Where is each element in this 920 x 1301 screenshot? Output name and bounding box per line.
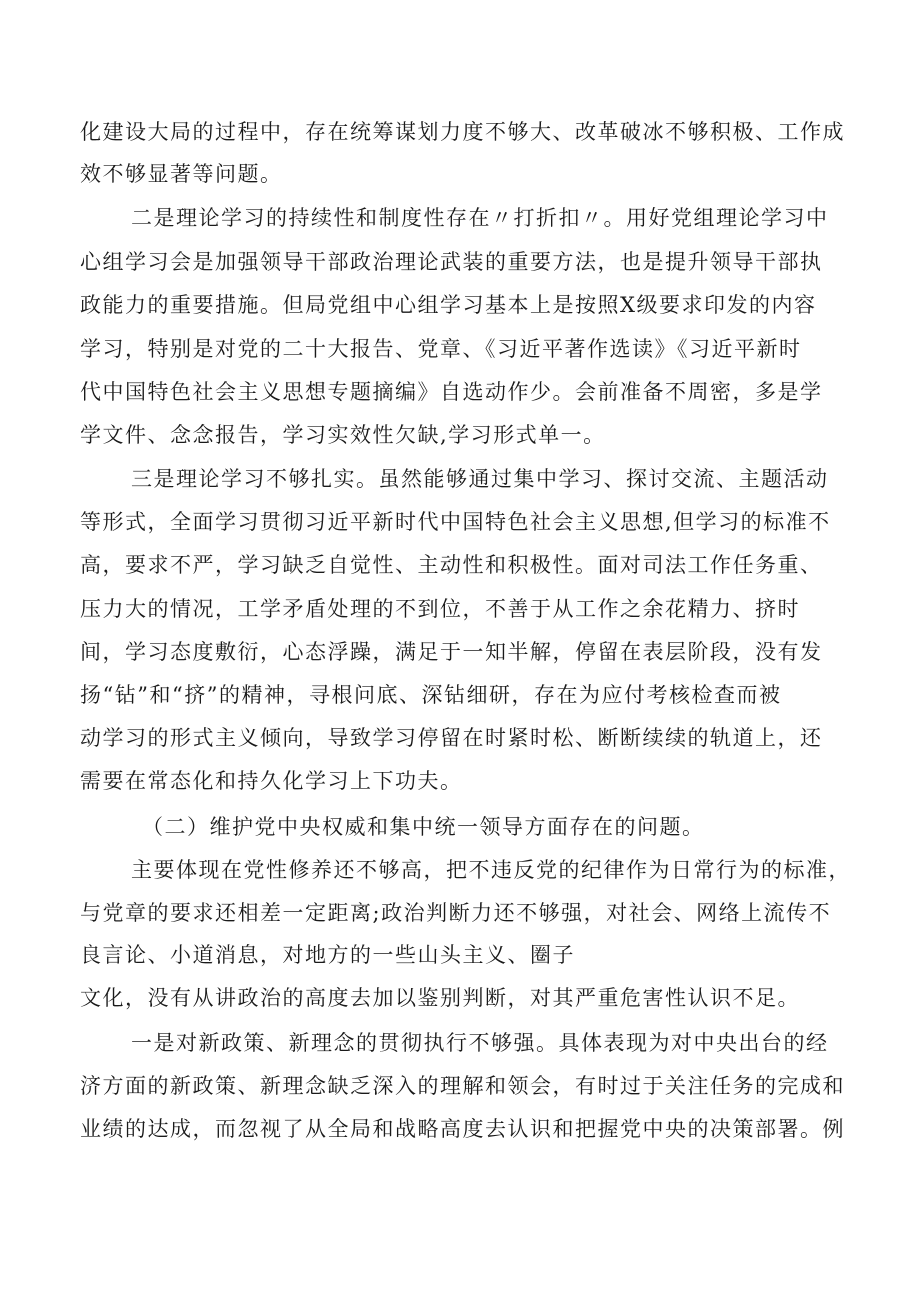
text-line: 主要体现在党性修养还不够高，把不违反党的纪律作为日常行为的标准， (131, 858, 851, 882)
text-line: 学习，特别是对党的二十大报告、党章、《习近平著作选读》《习近平新时 (80, 337, 802, 361)
text-line: 效不够显著等问题。 (80, 162, 283, 186)
text-line: 压力大的情况，工学矛盾处理的不到位，不善于从工作之余花精力、挤时 (80, 597, 800, 621)
text-line: 等形式，全面学习贯彻习近平新时代中国特色社会主义思想,但学习的标准不 (80, 510, 831, 534)
text-line: 扬“钻”和“挤”的精神，寻根问底、深钻细研，存在为应付考核检查而被 (80, 683, 782, 707)
text-line: 间，学习态度敷衍，心态浮躁，满足于一知半解，停留在表层阶段，没有发 (80, 640, 823, 664)
text-line: 济方面的新政策、新理念缺乏深入的理解和领会，有时过于关注任务的完成和 (80, 1074, 845, 1098)
text-line: 文化，没有从讲政治的高度去加以鉴别判断，对其严重危害性认识不足。 (80, 986, 800, 1010)
text-line: 一是对新政策、新理念的贯彻执行不够强。具体表现为对中央出台的经 (131, 1031, 829, 1055)
text-line: 学文件、念念报告，学习实效性欠缺,学习形式单一。 (80, 423, 606, 447)
text-line: 良言论、小道消息，对地方的一些山头主义、圈子 (80, 943, 575, 967)
text-line: 高，要求不严，学习缺乏自觉性、主动性和积极性。面对司法工作任务重、 (80, 553, 823, 577)
text-line: 业绩的达成，而忽视了从全局和战略高度去认识和把握党中央的决策部署。例 (80, 1117, 845, 1141)
text-line: 政能力的重要措施。但局党组中心组学习基本上是按照X级要求印发的内容 (80, 293, 817, 317)
text-line: 需要在常态化和持久化学习上下功夫。 (80, 769, 463, 793)
section-heading: （二）维护党中央权威和集中统一领导方面存在的问题。 (142, 815, 705, 839)
text-line: 心组学习会是加强领导干部政治理论武装的重要方法，也是提升领导干部执 (80, 250, 823, 274)
text-line: 代中国特色社会主义思想专题摘编》自选动作少。会前准备不周密，多是学 (80, 380, 823, 404)
text-line: 三是理论学习不够扎实。虽然能够通过集中学习、探讨交流、主题活动 (131, 467, 829, 491)
text-line: 动学习的形式主义倾向，导致学习停留在时紧时松、断断续续的轨道上，还 (80, 726, 823, 750)
text-line: 化建设大局的过程中，存在统筹谋划力度不够大、改革破冰不够积极、工作成 (80, 120, 845, 144)
text-line: 与党章的要求还相差一定距离;政治判断力还不够强，对社会、网络上流传不 (80, 901, 832, 925)
text-line: 二是理论学习的持续性和制度性存在〃打折扣〃。用好党组理论学习中 (131, 206, 829, 230)
